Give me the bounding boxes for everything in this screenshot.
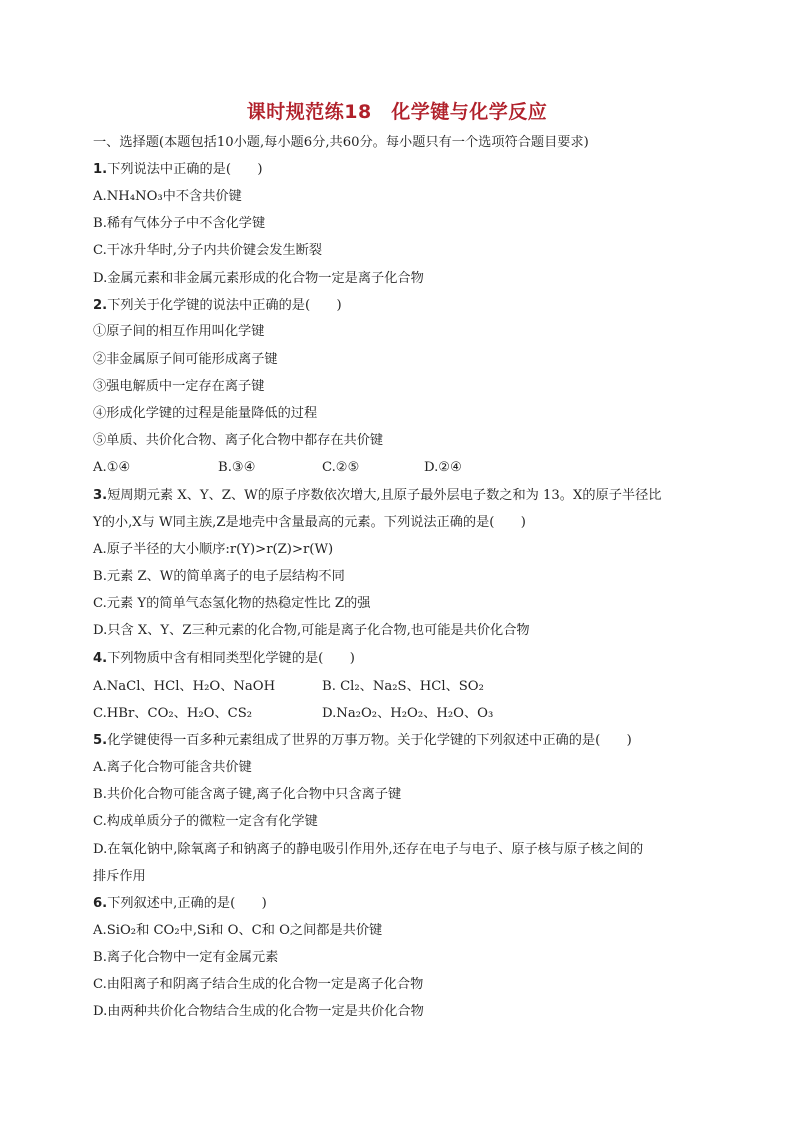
- q1-option-d: D.金属元素和非金属元素形成的化合物一定是离子化合物: [93, 271, 424, 286]
- question-stem: 下列物质中含有相同类型化学键的是( ): [107, 651, 355, 666]
- q5-option-a: A.离子化合物可能含共价键: [93, 760, 252, 775]
- q2-option-a: A.①④: [93, 460, 131, 475]
- q4-option-d: D.Na₂O₂、H₂O₂、H₂O、O₃: [322, 706, 494, 721]
- q4-option-a: A.NaCl、HCl、H₂O、NaOH: [93, 679, 276, 694]
- question-5: [93, 732, 713, 750]
- q6-option-d: D.由两种共价化合物结合生成的化合物一定是共价化合物: [93, 1004, 424, 1019]
- q6-option-b: B.离子化合物中一定有金属元素: [93, 950, 279, 965]
- q1-option-a: A.NH₄NO₃中不含共价键: [93, 189, 242, 204]
- q2-statement-4: ④形成化学键的过程是能量降低的过程: [93, 406, 318, 421]
- page-title: 课时规范练18 化学键与化学反应: [246, 101, 548, 123]
- q5-option-d-continued: 排斥作用: [93, 869, 146, 884]
- q3-option-d: D.只含 X、Y、Z三种元素的化合物,可能是离子化合物,也可能是共价化合物: [93, 623, 530, 638]
- q6-option-c: C.由阳离子和阴离子结合生成的化合物一定是离子化合物: [93, 977, 424, 992]
- q3-option-a: A.原子半径的大小顺序:r(Y)>r(Z)>r(W): [93, 542, 334, 557]
- q3-option-c: C.元素 Y的简单气态氢化物的热稳定性比 Z的强: [93, 596, 371, 611]
- q2-statement-3: ③强电解质中一定存在离子键: [93, 379, 265, 394]
- question-stem: 短周期元素 X、Y、Z、W的原子序数依次增大,且原子最外层电子数之和为 13。X的原子半径比: [107, 488, 662, 503]
- question-3: [93, 487, 713, 505]
- question-4: [93, 650, 713, 668]
- question-6: [93, 895, 713, 913]
- q5-option-c: C.构成单质分子的微粒一定含有化学键: [93, 814, 318, 829]
- q2-statement-5: ⑤单质、共价化合物、离子化合物中都存在共价键: [93, 433, 384, 448]
- q3-option-b: B.元素 Z、W的简单离子的电子层结构不同: [93, 569, 345, 584]
- q1-option-c: C.干冰升华时,分子内共价键会发生断裂: [93, 243, 323, 258]
- question-number: 2.: [93, 298, 108, 313]
- q2-option-b: B.③④: [218, 460, 256, 475]
- question-number: 5.: [93, 733, 108, 748]
- q1-option-b: B.稀有气体分子中不含化学键: [93, 216, 266, 231]
- q5-option-b: B.共价化合物可能含离子键,离子化合物中只含离子键: [93, 787, 402, 802]
- question-number: 4.: [93, 651, 108, 666]
- section-heading: 一、选择题(本题包括10小题,每小题6分,共60分。每小题只有一个选项符合题目要求): [93, 135, 589, 150]
- q6-option-a: A.SiO₂和 CO₂中,Si和 O、C和 O之间都是共价键: [93, 923, 383, 938]
- q2-option-c: C.②⑤: [322, 460, 360, 475]
- question-number: 6.: [93, 896, 108, 911]
- q2-option-d: D.②④: [424, 460, 462, 475]
- q2-statement-1: ①原子间的相互作用叫化学键: [93, 324, 265, 339]
- question-number: 3.: [93, 488, 108, 503]
- question-2: [93, 297, 713, 315]
- q4-option-c: C.HBr、CO₂、H₂O、CS₂: [93, 706, 253, 721]
- question-stem: 化学键使得一百多种元素组成了世界的万事万物。关于化学键的下列叙述中正确的是( ): [107, 733, 632, 748]
- question-stem: 下列关于化学键的说法中正确的是( ): [107, 298, 342, 313]
- q4-option-b: B. Cl₂、Na₂S、HCl、SO₂: [322, 679, 484, 694]
- question-1: [93, 161, 713, 179]
- q5-option-d: D.在氧化钠中,除氧离子和钠离子的静电吸引作用外,还存在电子与电子、原子核与原子核之间的: [93, 842, 644, 857]
- q2-statement-2: ②非金属原子间可能形成离子键: [93, 352, 278, 367]
- q3-stem-continued: Y的小,X与 W同主族,Z是地壳中含量最高的元素。下列说法正确的是( ): [93, 515, 526, 530]
- question-stem: 下列叙述中,正确的是( ): [107, 896, 267, 911]
- question-number: 1.: [93, 162, 108, 177]
- question-stem: 下列说法中正确的是( ): [107, 162, 263, 177]
